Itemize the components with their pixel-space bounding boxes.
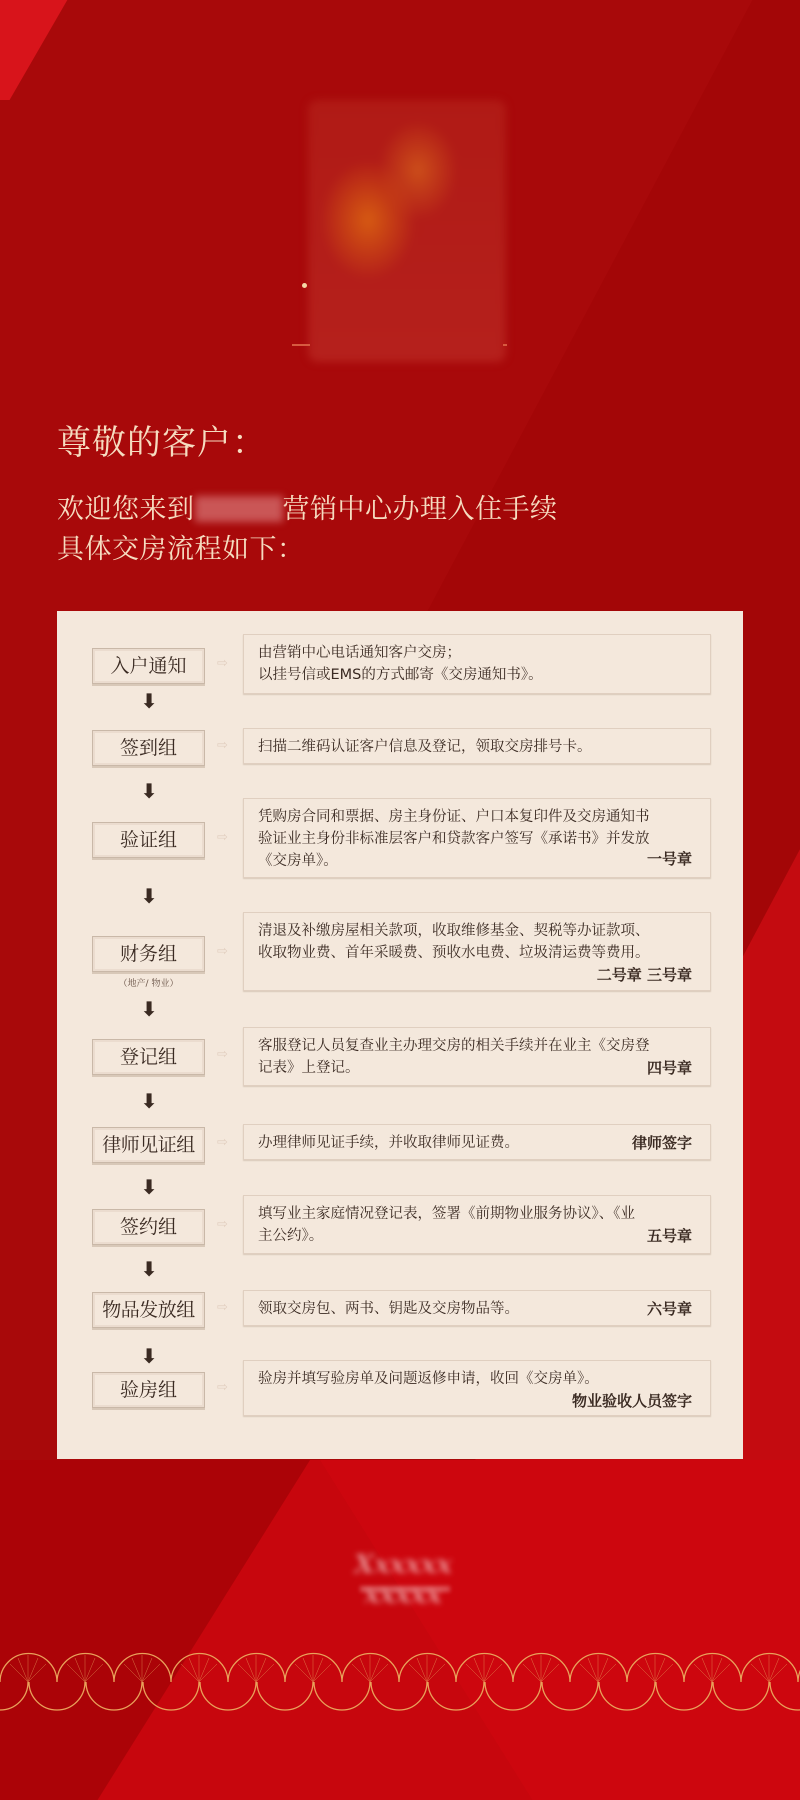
stamp-label: 六号章 [646,1300,692,1318]
step-label: 签约组 [92,1209,205,1245]
brand-subtitle-blurred [360,1586,450,1592]
brand-logo-blurred [308,100,506,362]
step-label: 律师见证组 [92,1127,205,1163]
logo-divider [292,344,310,346]
project-name-blurred [195,496,283,522]
step-description: 验房并填写验房单及问题返修申请，收回《交房单》。 物业验收人员签字 [243,1360,711,1416]
stamp-label: 一号章 [646,850,692,868]
step-label: 登记组 [92,1039,205,1075]
greeting-title: 尊敬的客户： [57,423,267,463]
right-arrow-icon: ⇨ [217,944,228,959]
down-arrow-icon: ⬇ [140,1257,158,1281]
step-label: 验证组 [92,822,205,858]
down-arrow-icon: ⬇ [140,1175,158,1199]
right-arrow-icon: ⇨ [217,738,228,753]
stamp-label: 二号章 三号章 [596,966,692,984]
step-description: 客服登记人员复查业主办理交房的相关手续并在业主《交房登 记表》上登记。 四号章 [243,1027,711,1086]
right-arrow-icon: ⇨ [217,1300,228,1315]
flow-card [57,611,743,1459]
stamp-label: 律师签字 [631,1134,692,1152]
down-arrow-icon: ⬇ [140,689,158,713]
step-description: 凭购房合同和票据、房主身份证、户口本复印件及交房通知书 验证业主身份非标准层客户和贷款客户签写《承诺书》并发放 《交房单》。 一号章 [243,798,711,878]
stamp-label: 物业验收人员签字 [571,1392,692,1410]
down-arrow-icon: ⬇ [140,1344,158,1368]
right-arrow-icon: ⇨ [217,1047,228,1062]
right-arrow-icon: ⇨ [217,1217,228,1232]
logo-divider [503,344,507,346]
step-label: 物品发放组 [92,1292,205,1328]
welcome-prefix: 欢迎您来到 [57,494,195,525]
step-label: 验房组 [92,1372,205,1408]
step-description: 清退及补缴房屋相关款项，收取维修基金、契税等办证款项、 收取物业费、首年采暖费、预收水电费、垃圾清运费等费用。 二号章 三号章 [243,912,711,991]
right-arrow-icon: ⇨ [217,1380,228,1395]
logo-dot [302,283,307,288]
down-arrow-icon: ⬇ [140,997,158,1021]
down-arrow-icon: ⬇ [140,884,158,908]
right-arrow-icon: ⇨ [217,830,228,845]
step-description: 扫描二维码认证客户信息及登记，领取交房排号卡。 [243,728,711,764]
down-arrow-icon: ⬇ [140,1089,158,1113]
stamp-label: 四号章 [646,1059,692,1077]
step-sublabel: （地产/ 物业） [118,979,179,989]
step-label: 财务组 [92,936,205,972]
brand-signature-blurred: Xxxxxx xxxxx [354,1550,452,1610]
stamp-label: 五号章 [646,1227,692,1245]
right-arrow-icon: ⇨ [217,1135,228,1150]
step-description: 由营销中心电话通知客户交房； 以挂号信或EMS的方式邮寄《交房通知书》。 [243,634,711,694]
step-description: 办理律师见证手续，并收取律师见证费。 律师签字 [243,1124,711,1160]
flow-intro: 具体交房流程如下： [57,534,305,565]
step-description: 领取交房包、两书、钥匙及交房物品等。 六号章 [243,1290,711,1326]
bg-shape [0,0,90,100]
welcome-suffix: 营销中心办理入住手续 [282,494,558,525]
decorative-wave-pattern [0,1652,800,1712]
step-label: 入户通知 [92,648,205,684]
down-arrow-icon: ⬇ [140,779,158,803]
welcome-line [57,487,558,526]
right-arrow-icon: ⇨ [217,656,228,671]
step-label: 签到组 [92,730,205,766]
step-description: 填写业主家庭情况登记表，签署《前期物业服务协议》、《业 主公约》。 五号章 [243,1195,711,1254]
